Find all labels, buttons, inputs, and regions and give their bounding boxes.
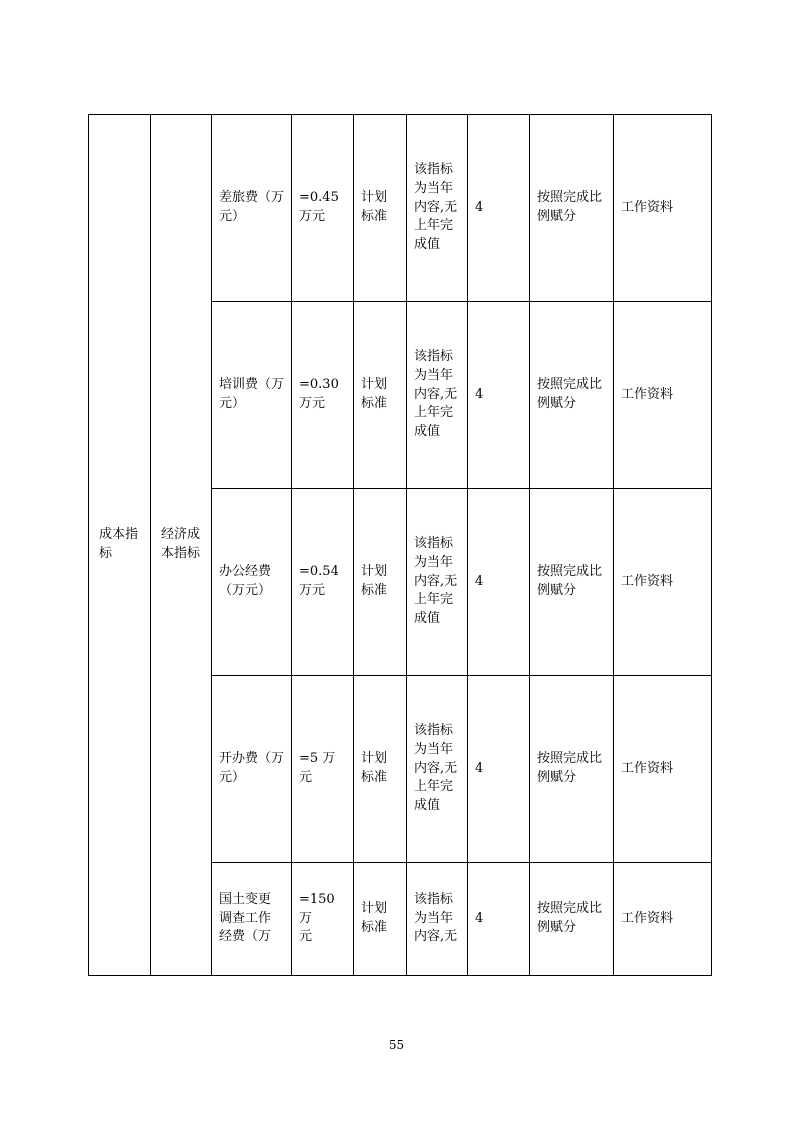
- target-value: =5 万元: [299, 751, 336, 785]
- basis-text: 计划 标准: [361, 901, 388, 935]
- note-cell: [407, 489, 468, 676]
- method-cell: [530, 676, 614, 863]
- score-cell: [468, 676, 530, 863]
- basis-text: 计划 标准: [361, 190, 388, 224]
- performance-indicator-table: [88, 114, 712, 976]
- value-cell: [292, 676, 354, 863]
- subcategory-cell: [151, 115, 212, 976]
- method-cell: [530, 302, 614, 489]
- score-value: 4: [475, 199, 484, 215]
- source-cell: [614, 115, 712, 302]
- target-value: =0.30 万元: [299, 377, 339, 411]
- note-cell: [407, 863, 468, 976]
- data-source: 工作资料: [621, 386, 674, 402]
- method-cell: [530, 863, 614, 976]
- note-text: 该指标 为当年 内容,无 上年完 成值: [414, 536, 458, 627]
- target-value: =0.54 万元: [299, 564, 339, 598]
- score-value: 4: [475, 386, 484, 402]
- note-text: 该指标 为当年 内容,无 上年完 成值: [414, 162, 458, 253]
- scoring-method: 按照完成比 例赋分: [537, 901, 603, 935]
- score-value: 4: [475, 910, 484, 926]
- category-label: 成本指 标: [99, 527, 139, 561]
- data-source: 工作资料: [621, 760, 674, 776]
- basis-cell: [354, 302, 407, 489]
- source-cell: [614, 863, 712, 976]
- source-cell: [614, 676, 712, 863]
- note-text: 该指标 为当年 内容,无 上年完 成值: [414, 723, 458, 814]
- indicator-cell: [212, 863, 292, 976]
- indicator-cell: [212, 489, 292, 676]
- indicator-name: 培训费（万 元）: [219, 377, 285, 411]
- basis-cell: [354, 676, 407, 863]
- basis-cell: [354, 115, 407, 302]
- indicator-name: 国土变更 调查工作 经费（万: [219, 891, 272, 945]
- score-cell: [468, 115, 530, 302]
- method-cell: [530, 115, 614, 302]
- indicator-name: 办公经费 （万元）: [219, 564, 272, 598]
- value-cell: [292, 489, 354, 676]
- source-cell: [614, 302, 712, 489]
- scoring-method: 按照完成比 例赋分: [537, 190, 603, 224]
- score-cell: [468, 489, 530, 676]
- target-value: =0.45 万元: [299, 190, 339, 224]
- scoring-method: 按照完成比 例赋分: [537, 377, 603, 411]
- basis-text: 计划 标准: [361, 751, 388, 785]
- basis-text: 计划 标准: [361, 564, 388, 598]
- note-cell: [407, 676, 468, 863]
- indicator-cell: [212, 302, 292, 489]
- data-source: 工作资料: [621, 910, 674, 926]
- data-source: 工作资料: [621, 199, 674, 215]
- category-cell: [89, 115, 151, 976]
- score-value: 4: [475, 573, 484, 589]
- note-cell: [407, 302, 468, 489]
- target-value: =150 万 元: [299, 891, 335, 945]
- basis-text: 计划 标准: [361, 377, 388, 411]
- page-number: 55: [388, 1038, 405, 1052]
- subcategory-label: 经济成 本指标: [161, 527, 201, 561]
- basis-cell: [354, 489, 407, 676]
- data-source: 工作资料: [621, 573, 674, 589]
- note-cell: [407, 115, 468, 302]
- value-cell: [292, 302, 354, 489]
- score-cell: [468, 302, 530, 489]
- indicator-cell: [212, 676, 292, 863]
- table-row: [89, 115, 712, 302]
- note-text: 该指标 为当年 内容,无: [414, 891, 458, 945]
- scoring-method: 按照完成比 例赋分: [537, 751, 603, 785]
- score-value: 4: [475, 760, 484, 776]
- score-cell: [468, 863, 530, 976]
- indicator-name: 差旅费（万 元）: [219, 190, 285, 224]
- indicator-cell: [212, 115, 292, 302]
- scoring-method: 按照完成比 例赋分: [537, 564, 603, 598]
- value-cell: [292, 863, 354, 976]
- method-cell: [530, 489, 614, 676]
- basis-cell: [354, 863, 407, 976]
- source-cell: [614, 489, 712, 676]
- indicator-name: 开办费（万 元）: [219, 751, 285, 785]
- note-text: 该指标 为当年 内容,无 上年完 成值: [414, 349, 458, 440]
- value-cell: [292, 115, 354, 302]
